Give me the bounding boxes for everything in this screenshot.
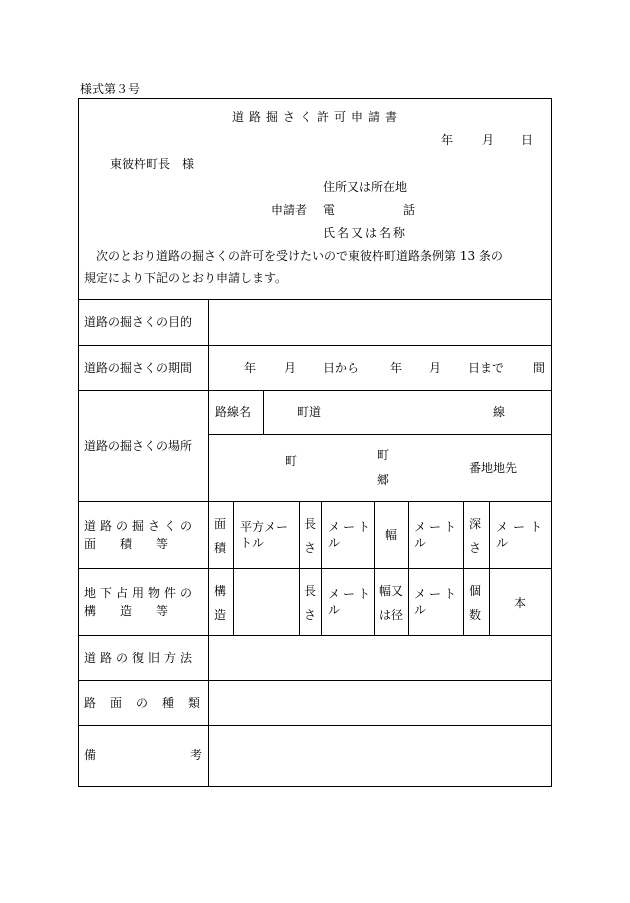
date-year: 年	[441, 133, 454, 147]
purpose-field[interactable]	[212, 302, 548, 342]
period-label: 道路の掘さくの期間	[84, 361, 193, 375]
period-start-month: 月	[284, 361, 297, 375]
underground-label-1: 地下占用物件の	[84, 586, 197, 600]
area-depth-2: さ	[469, 541, 482, 555]
area-meter-1a: メート	[328, 520, 374, 534]
date-day: 日	[521, 133, 534, 147]
name-label: 氏名又は名称	[323, 226, 408, 240]
period-start-day: 日から	[323, 361, 360, 375]
banchi-label: 番地地先	[469, 461, 518, 475]
remarks-label-1: 備	[84, 748, 97, 762]
sqm-unit-2: トル	[240, 536, 265, 550]
ug-meter-2a: メート	[414, 587, 460, 601]
underground-label-2: 構 造 等	[84, 604, 169, 618]
restoration-label: 道路の復旧方法	[84, 651, 197, 665]
body-text-line-2: 規定により下記のとおり申請します。	[84, 271, 288, 285]
phone-label: 電	[323, 203, 336, 217]
remarks-label-2: 考	[190, 748, 203, 762]
area-meter-3a: メート	[496, 520, 548, 534]
area-label-1: 道路の掘さくの	[84, 519, 197, 533]
form-number: 様式第３号	[80, 82, 141, 96]
hon-unit: 本	[514, 596, 527, 610]
town-road-label: 町道	[297, 405, 322, 419]
area-meter-1b: ル	[328, 536, 341, 550]
body-text-line-1: 次のとおり道路の掘さくの許可を受けたいので東彼杵町道路条例第 13 条の	[96, 249, 503, 263]
period-start-year: 年	[244, 361, 257, 375]
count-2: 数	[469, 608, 482, 622]
menseki-2: 積	[214, 541, 227, 555]
period-duration: 間	[533, 361, 546, 375]
addressee: 東彼杵町長 様	[110, 157, 195, 171]
menseki-1: 面	[214, 517, 227, 531]
ug-meter-1b: ル	[328, 603, 341, 617]
machi-label: 町	[377, 448, 390, 462]
area-length-2: さ	[304, 541, 317, 555]
remarks-field[interactable]	[212, 728, 548, 783]
ug-width-1: 幅又	[379, 584, 404, 598]
ug-length-2: さ	[304, 608, 317, 622]
go-label: 郷	[377, 473, 390, 487]
area-meter-2b: ル	[414, 536, 427, 550]
location-label: 道路の掘さくの場所	[84, 439, 193, 453]
purpose-label: 道路の掘さくの目的	[84, 315, 193, 329]
applicant-label: 申請者	[271, 203, 308, 217]
area-label-2: 面 積 等	[84, 537, 169, 551]
area-meter-3b: ル	[496, 536, 509, 550]
line-label: 線	[493, 405, 506, 419]
address-label: 住所又は所在地	[323, 180, 408, 194]
period-end-year: 年	[390, 361, 403, 375]
area-depth-1: 深	[469, 517, 482, 531]
ug-width-2: は径	[379, 608, 404, 622]
phone-label-end: 話	[403, 203, 416, 217]
pavement-label: 路面の種類	[84, 696, 215, 710]
form-title: 道路掘さく許可申請書	[232, 110, 403, 124]
pavement-field[interactable]	[212, 683, 548, 723]
route-name-label: 路線名	[215, 405, 252, 419]
area-length-1: 長	[304, 517, 317, 531]
restoration-field[interactable]	[212, 638, 548, 678]
sqm-unit-1: 平方メー	[240, 520, 289, 534]
date-month: 月	[482, 133, 495, 147]
ug-meter-1a: メート	[328, 587, 374, 601]
area-meter-2a: メート	[414, 520, 460, 534]
period-end-day: 日まで	[468, 361, 505, 375]
ug-meter-2b: ル	[414, 603, 427, 617]
area-width: 幅	[385, 528, 398, 542]
town-label: 町	[285, 454, 298, 468]
period-end-month: 月	[429, 361, 442, 375]
kozo-2: 造	[214, 608, 227, 622]
ug-length-1: 長	[304, 584, 317, 598]
count-1: 個	[469, 584, 482, 598]
kozo-1: 構	[214, 584, 227, 598]
